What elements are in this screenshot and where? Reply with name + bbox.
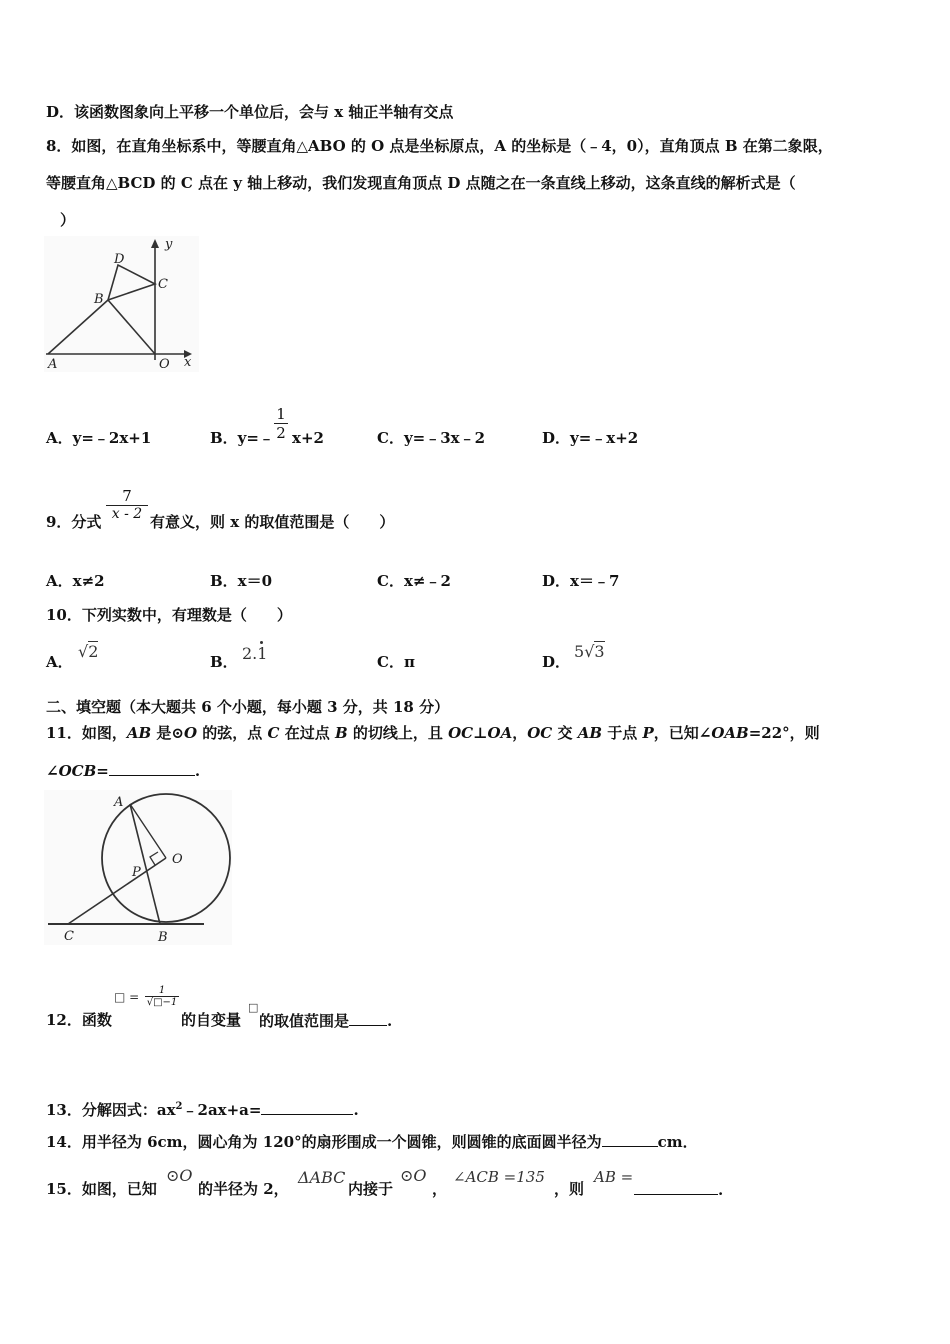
q11-text: =22°，则	[748, 724, 820, 742]
q9-option-c: C．x≠﹣2	[377, 572, 451, 590]
q15-angle: ∠ACB =135	[453, 1168, 545, 1186]
q10-stem: 10．下列实数中，有理数是（ ）	[46, 606, 292, 624]
q11-stem-line2	[46, 761, 200, 780]
q11-label-a: A	[114, 795, 124, 810]
q15-comma: ，	[432, 1180, 448, 1198]
q11-perp: ⊥	[473, 724, 488, 742]
q14-text: 14．用半径为 6cm，圆心角为 120°的扇形围成一个圆锥，则圆锥的底面圆半径为	[46, 1133, 602, 1151]
q11-eq: =	[96, 762, 109, 780]
q11-text: 于点	[602, 724, 643, 742]
q9-option-d: D．x＝﹣7	[542, 572, 620, 590]
q9-fraction-den: x - 2	[111, 506, 143, 522]
q8-option-b-num: 1	[276, 405, 286, 423]
q12-func-den: √□−1	[146, 997, 178, 1008]
q10-option-d-label: D．	[542, 653, 571, 671]
q11-ocb: OCB	[58, 762, 97, 780]
q8-label-o: O	[159, 357, 170, 372]
repeating-dot-icon	[260, 641, 263, 644]
q11-oa: OA	[487, 724, 513, 742]
q12-var-box: □	[248, 1001, 259, 1014]
q11-end: .	[194, 762, 201, 780]
q11-text: 的弦，点	[197, 724, 268, 742]
q13-prefix: 13．分解因式：ax	[46, 1101, 176, 1119]
q12-func-num: 1	[158, 985, 166, 996]
q8-stem-line3: ）	[60, 211, 76, 229]
q15-mid2: 内接于	[348, 1180, 394, 1198]
q14-line	[46, 1132, 698, 1151]
q8-option-d: D．y=﹣x+2	[542, 429, 639, 447]
q15-triangle: ΔABC	[298, 1168, 346, 1187]
q11-oab: OAB	[711, 724, 749, 742]
q10-option-a-label: A．	[46, 653, 73, 671]
q11-label-c: C	[64, 929, 74, 944]
q13-answer-blank[interactable]	[261, 1100, 353, 1115]
q11-text: 交	[552, 724, 578, 742]
q9-fraction-num: 7	[122, 487, 132, 505]
q8-stem-line2: 等腰直角△BCD 的 C 点在 y 轴上移动，我们发现直角顶点 D 点随之在一条直线上移动，这条直线的解析式是（	[46, 174, 796, 192]
q15-mid3: ，则	[554, 1180, 585, 1198]
q9-fraction	[106, 487, 148, 522]
q11-text: 在过点	[279, 724, 335, 742]
q8-label-b: B	[94, 292, 104, 307]
q11-label-o: O	[172, 852, 183, 867]
q9-option-a: A．x≠2	[46, 572, 105, 590]
q7-option-d: D．该函数图象向上平移一个单位后，会与 x 轴正半轴有交点	[46, 103, 454, 121]
q14-answer-blank[interactable]	[602, 1132, 658, 1147]
q8-option-c: C．y=﹣3x﹣2	[377, 429, 486, 447]
q13-end: .	[353, 1101, 359, 1119]
q11-text: 是⊙	[151, 724, 184, 742]
q8-option-b-fraction	[274, 405, 288, 442]
section2-title: 二、填空题（本大题共 6 个小题，每小题 3 分，共 18 分）	[46, 698, 450, 716]
q11-text: 11．如图，	[46, 724, 127, 742]
q15-end: .	[718, 1181, 724, 1199]
q8-label-c: C	[158, 277, 168, 292]
q11-o: O	[184, 724, 198, 742]
q11-text: ，已知∠	[653, 724, 712, 742]
q13-mid: ﹣2ax+a=	[182, 1101, 262, 1119]
q11-figure	[44, 790, 232, 945]
sqrt-icon: √	[584, 642, 595, 661]
q11-p: P	[642, 724, 654, 742]
q10-option-a-math	[78, 642, 98, 661]
q10-option-d-value: 3	[594, 642, 605, 661]
q8-label-d: D	[114, 252, 125, 267]
q15-circle-o: ⊙O	[166, 1166, 193, 1185]
q15-prefix: 15．如图，已知	[46, 1180, 157, 1198]
q11-c: C	[267, 724, 280, 742]
q12-mid: 的自变量	[181, 1011, 242, 1029]
q11-ab: AB	[126, 724, 152, 742]
q11-stem-line1	[46, 724, 820, 742]
q11-b: B	[334, 724, 348, 742]
q8-label-y: y	[165, 237, 173, 252]
q12-prefix: 12．函数	[46, 1011, 112, 1029]
q10-option-d-coef: 5	[574, 642, 585, 661]
q15-circle-o2: ⊙O	[400, 1166, 427, 1185]
q11-angle: ∠	[46, 762, 59, 780]
q11-text: 的切线上，且	[347, 724, 449, 742]
q15-mid1: 的半径为 2，	[198, 1180, 289, 1198]
q11-oc: OC	[448, 724, 474, 742]
q11-oc: OC	[527, 724, 553, 742]
q10-option-d-math	[574, 642, 605, 661]
q15-ab-eq: AB =	[594, 1168, 634, 1186]
q11-label-p: P	[132, 865, 141, 880]
q10-option-b-label: B．	[210, 653, 238, 671]
q13-sup: 2	[175, 1101, 183, 1112]
q8-option-b-suffix: x+2	[292, 429, 324, 447]
q9-option-b: B．x＝0	[210, 572, 273, 590]
q10-option-a-value: 2	[88, 642, 99, 661]
q12-suffix: 的取值范围是	[259, 1012, 350, 1030]
q10-option-c: C．π	[377, 653, 415, 671]
q8-option-b-prefix: B．y=﹣	[210, 429, 274, 447]
q11-label-b: B	[158, 930, 168, 945]
q8-option-b-den: 2	[276, 424, 286, 442]
q11-text: ，	[512, 724, 528, 742]
q12-end: .	[387, 1012, 393, 1030]
q15-blank-line	[634, 1180, 723, 1199]
q12-suffix-line	[259, 1011, 392, 1030]
q9-prefix: 9．分式	[46, 513, 102, 531]
q10-option-b-value: 2.1	[242, 644, 268, 663]
sqrt-icon: √	[78, 642, 89, 661]
q11-ab: AB	[577, 724, 603, 742]
q8-label-a: A	[48, 357, 58, 372]
q12-func-lhs: □ =	[114, 990, 140, 1004]
q14-unit: cm．	[657, 1133, 698, 1151]
q13-line	[46, 1098, 359, 1119]
q8-figure	[44, 236, 199, 372]
q12-func-fraction	[145, 985, 179, 1008]
q8-label-x: x	[184, 355, 192, 370]
q15-answer-blank[interactable]	[634, 1180, 718, 1195]
q9-suffix: 有意义，则 x 的取值范围是（ ）	[150, 513, 395, 531]
q8-stem-line1: 8．如图，在直角坐标系中，等腰直角△ABO 的 O 点是坐标原点，A 的坐标是（﹣4，0），直角顶点 B 在第二象限，	[46, 137, 833, 155]
q8-option-a: A．y=﹣2x+1	[46, 429, 152, 447]
q12-answer-blank[interactable]	[349, 1011, 387, 1026]
q11-answer-blank[interactable]	[109, 761, 195, 776]
